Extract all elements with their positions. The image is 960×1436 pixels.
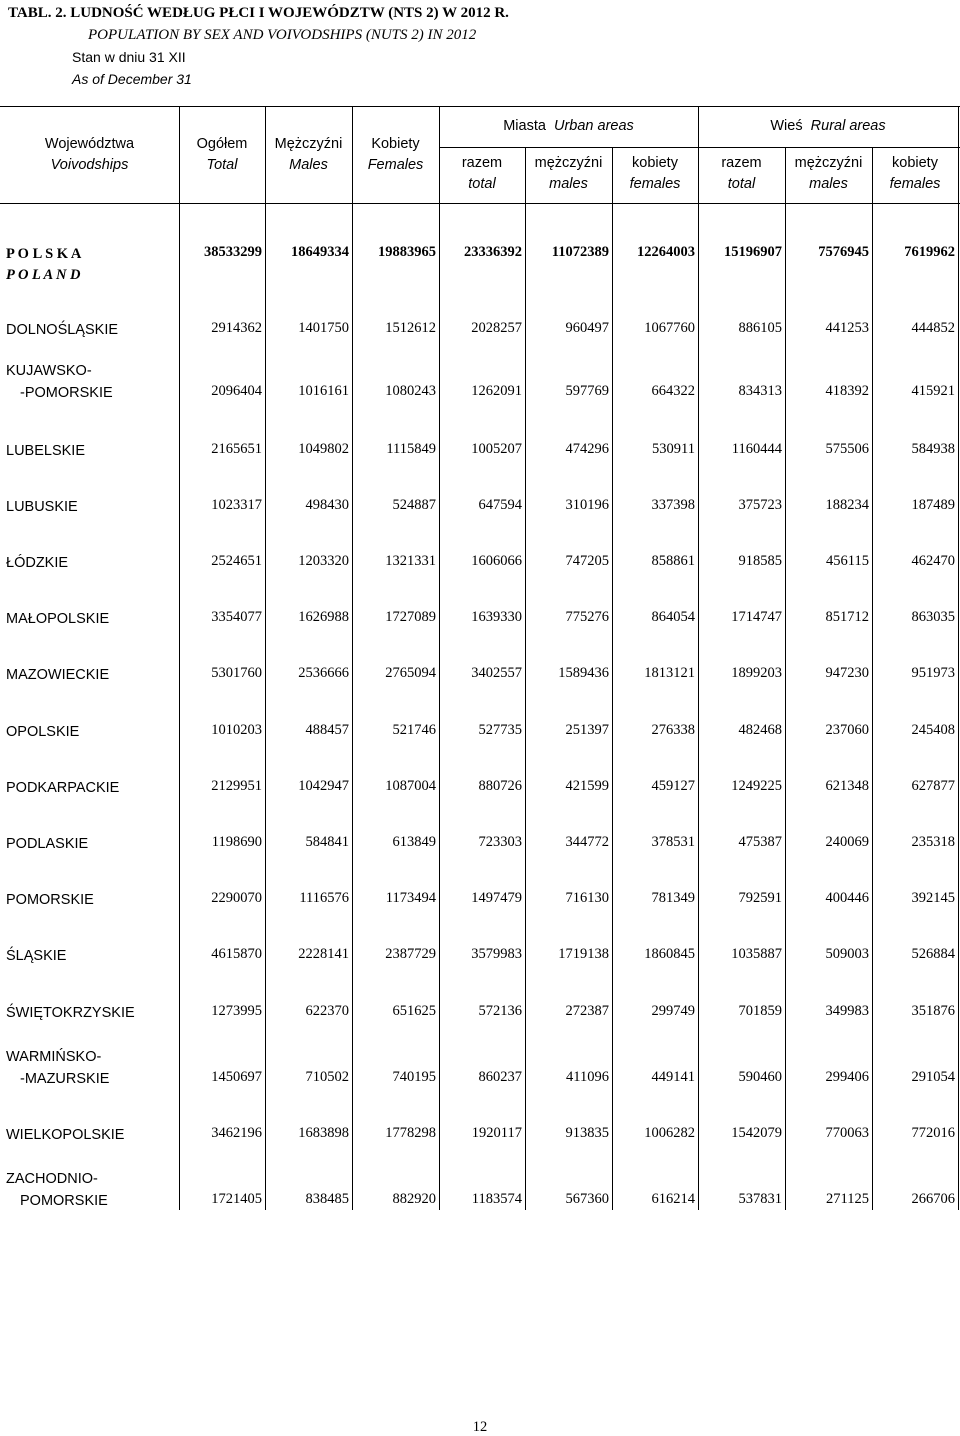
row-name-poland xyxy=(6,244,81,286)
header-urban-en: Urban areas xyxy=(553,118,634,134)
row-name-line1: PODKARPACKIE xyxy=(6,780,120,796)
cell-males: 18649334 xyxy=(291,244,349,260)
header-sub-males-en: males xyxy=(809,176,848,192)
cell-rural-males: 240069 xyxy=(825,834,869,850)
cell-rural-males: 188234 xyxy=(825,497,869,513)
cell-urban-females: 1067760 xyxy=(644,320,695,336)
cell-rural-females: 415921 xyxy=(911,383,955,399)
cell-urban-males: 474296 xyxy=(565,441,609,457)
cell-females: 1080243 xyxy=(385,383,436,399)
header-sub-total-pl: razem xyxy=(461,155,503,171)
cell-rural-total: 918585 xyxy=(738,553,782,569)
cell-urban-females: 664322 xyxy=(651,383,695,399)
cell-urban-females: 1006282 xyxy=(644,1125,695,1141)
cell-urban-males: 272387 xyxy=(565,1003,609,1019)
cell-urban-males: 344772 xyxy=(565,834,609,850)
cell-urban-males: 567360 xyxy=(565,1191,609,1207)
row-name xyxy=(6,361,113,404)
cell-total: 2129951 xyxy=(211,778,262,794)
cell-urban-females: 12264003 xyxy=(637,244,695,260)
header-females-pl: Kobiety xyxy=(371,136,420,152)
cell-females: 19883965 xyxy=(378,244,436,260)
cell-urban-males: 960497 xyxy=(565,320,609,336)
cell-rural-females: 951973 xyxy=(911,665,955,681)
row-name-line1: ŚLĄSKIE xyxy=(6,948,67,964)
cell-rural-females: 291054 xyxy=(911,1069,955,1085)
row-name-poland-pl: P O L S K A xyxy=(6,246,82,262)
row-name-line1: PODLASKIE xyxy=(6,836,89,852)
cell-rural-males: 271125 xyxy=(826,1191,869,1207)
cell-urban-total: 860237 xyxy=(478,1069,522,1085)
body-col-divider xyxy=(352,203,353,1210)
header-bottom-rule xyxy=(0,203,960,204)
cell-rural-total: 1542079 xyxy=(731,1125,782,1141)
body-col-divider xyxy=(872,203,873,1210)
cell-rural-total: 792591 xyxy=(738,890,782,906)
cell-rural-males: 509003 xyxy=(825,946,869,962)
cell-urban-males: 716130 xyxy=(565,890,609,906)
page-number: 12 xyxy=(472,1419,488,1435)
header-rural-pl: Wieś xyxy=(770,118,803,134)
row-name-line1: MAŁOPOLSKIE xyxy=(6,611,110,627)
cell-urban-females: 1813121 xyxy=(644,665,695,681)
cell-males: 584841 xyxy=(305,834,349,850)
cell-rural-total: 886105 xyxy=(738,320,782,336)
cell-females: 2765094 xyxy=(385,665,436,681)
cell-males: 1042947 xyxy=(298,778,349,794)
cell-males: 1683898 xyxy=(298,1125,349,1141)
header-rural-females xyxy=(872,153,958,195)
cell-females: 651625 xyxy=(392,1003,436,1019)
header-sub-females-en: females xyxy=(889,176,941,192)
cell-females: 1321331 xyxy=(385,553,436,569)
cell-urban-total: 2028257 xyxy=(471,320,522,336)
row-name xyxy=(6,441,85,462)
header-urban-areas xyxy=(439,116,698,137)
header-urban-pl: Miasta xyxy=(503,118,546,134)
table-title-en: POPULATION BY SEX AND VOIVODSHIPS (NUTS 2) IN 2012 xyxy=(88,27,477,43)
cell-urban-females: 378531 xyxy=(651,834,695,850)
cell-urban-females: 459127 xyxy=(651,778,695,794)
cell-females: 2387729 xyxy=(385,946,436,962)
body-col-divider xyxy=(525,203,526,1210)
cell-total: 2290070 xyxy=(211,890,262,906)
body-col-divider xyxy=(698,203,699,1210)
cell-rural-females: 444852 xyxy=(911,320,955,336)
cell-males: 1203320 xyxy=(298,553,349,569)
cell-rural-total: 537831 xyxy=(738,1191,782,1207)
header-sub-females-pl: kobiety xyxy=(892,155,938,171)
cell-rural-total: 1899203 xyxy=(731,665,782,681)
header-sub-total-en: total xyxy=(468,176,496,192)
cell-urban-males: 310196 xyxy=(565,497,609,513)
cell-urban-males: 913835 xyxy=(565,1125,609,1141)
header-total xyxy=(179,134,265,176)
header-top-rule xyxy=(0,106,960,107)
cell-males: 1016161 xyxy=(298,383,349,399)
header-urban-males xyxy=(525,153,612,195)
header-sub-males-pl: mężczyźni xyxy=(794,155,863,171)
cell-urban-females: 276338 xyxy=(651,722,695,738)
row-name-line1: LUBELSKIE xyxy=(6,443,85,459)
cell-total: 2096404 xyxy=(211,383,262,399)
row-name xyxy=(6,665,109,686)
cell-rural-females: 462470 xyxy=(911,553,955,569)
header-females-en: Females xyxy=(367,157,424,173)
cell-males: 488457 xyxy=(305,722,349,738)
cell-urban-females: 864054 xyxy=(651,609,695,625)
cell-urban-total: 1639330 xyxy=(471,609,522,625)
cell-urban-females: 781349 xyxy=(651,890,695,906)
cell-rural-females: 627877 xyxy=(911,778,955,794)
header-rural-en: Rural areas xyxy=(810,118,886,134)
cell-urban-females: 1860845 xyxy=(644,946,695,962)
cell-urban-total: 3402557 xyxy=(471,665,522,681)
cell-rural-total: 475387 xyxy=(738,834,782,850)
row-name-line1: OPOLSKIE xyxy=(6,724,80,740)
row-name xyxy=(6,834,88,855)
body-col-divider xyxy=(439,203,440,1210)
header-voivodships xyxy=(0,134,179,176)
cell-rural-total: 482468 xyxy=(738,722,782,738)
row-name-line1: ZACHODNIO- xyxy=(6,1171,98,1187)
cell-urban-total: 527735 xyxy=(478,722,522,738)
cell-urban-males: 1719138 xyxy=(558,946,609,962)
cell-urban-males: 421599 xyxy=(565,778,609,794)
cell-urban-total: 1606066 xyxy=(471,553,522,569)
cell-total: 3462196 xyxy=(211,1125,262,1141)
cell-rural-females: 7619962 xyxy=(904,244,955,260)
row-name-line1: DOLNOŚLĄSKIE xyxy=(6,322,119,338)
cell-urban-total: 880726 xyxy=(478,778,522,794)
cell-males: 622370 xyxy=(305,1003,349,1019)
cell-males: 1626988 xyxy=(298,609,349,625)
body-col-divider xyxy=(612,203,613,1210)
cell-males: 2536666 xyxy=(298,665,349,681)
row-name-line1: KUJAWSKO- xyxy=(6,363,92,379)
cell-rural-total: 1035887 xyxy=(731,946,782,962)
cell-females: 1115849 xyxy=(386,441,436,457)
cell-urban-total: 1005207 xyxy=(471,441,522,457)
header-rural-areas xyxy=(698,116,958,137)
cell-urban-total: 1183574 xyxy=(471,1191,522,1207)
row-name-line2: POMORSKIE xyxy=(20,1193,108,1209)
header-voivodships-en: Voivodships xyxy=(50,157,129,173)
cell-rural-males: 418392 xyxy=(825,383,869,399)
header-urban-females xyxy=(612,153,698,195)
cell-rural-females: 772016 xyxy=(911,1125,955,1141)
state-date-en: As of December 31 xyxy=(72,71,192,87)
cell-rural-total: 1249225 xyxy=(731,778,782,794)
cell-total: 2524651 xyxy=(211,553,262,569)
cell-total: 1450697 xyxy=(211,1069,262,1085)
cell-total: 2914362 xyxy=(211,320,262,336)
cell-urban-males: 411096 xyxy=(566,1069,609,1085)
row-name-poland-en: P O L A N D xyxy=(6,267,81,283)
cell-urban-males: 11072389 xyxy=(551,244,609,260)
cell-urban-females: 337398 xyxy=(651,497,695,513)
header-urban-total xyxy=(439,153,525,195)
cell-males: 838485 xyxy=(305,1191,349,1207)
cell-rural-males: 7576945 xyxy=(818,244,869,260)
row-name-line1: POMORSKIE xyxy=(6,892,94,908)
cell-urban-males: 1589436 xyxy=(558,665,609,681)
cell-rural-males: 441253 xyxy=(825,320,869,336)
cell-rural-males: 575506 xyxy=(825,441,869,457)
body-col-divider xyxy=(785,203,786,1210)
body-col-divider xyxy=(179,203,180,1210)
row-name-line2: -POMORSKIE xyxy=(20,385,113,401)
urban-rural-sub-rule xyxy=(440,147,960,148)
cell-rural-females: 235318 xyxy=(911,834,955,850)
header-col-divider xyxy=(958,106,959,203)
header-males-pl: Mężczyźni xyxy=(274,136,343,152)
cell-rural-males: 299406 xyxy=(825,1069,869,1085)
state-date-pl: Stan w dniu 31 XII xyxy=(72,49,186,65)
cell-males: 1049802 xyxy=(298,441,349,457)
row-name-line1: WARMIŃSKO- xyxy=(6,1049,102,1065)
cell-rural-males: 400446 xyxy=(825,890,869,906)
cell-females: 1727089 xyxy=(385,609,436,625)
cell-rural-females: 351876 xyxy=(911,1003,955,1019)
cell-total: 2165651 xyxy=(211,441,262,457)
body-col-divider xyxy=(265,203,266,1210)
cell-urban-females: 299749 xyxy=(651,1003,695,1019)
header-sub-total-pl: razem xyxy=(721,155,762,171)
row-name-line1: WIELKOPOLSKIE xyxy=(6,1127,125,1143)
row-name xyxy=(6,722,79,743)
cell-rural-total: 15196907 xyxy=(724,244,782,260)
cell-urban-females: 616214 xyxy=(651,1191,695,1207)
row-name-line1: LUBUSKIE xyxy=(6,499,78,515)
cell-urban-total: 572136 xyxy=(478,1003,522,1019)
cell-females: 1087004 xyxy=(385,778,436,794)
row-name-line1: ŚWIĘTOKRZYSKIE xyxy=(6,1005,135,1021)
cell-rural-females: 266706 xyxy=(911,1191,955,1207)
cell-rural-females: 863035 xyxy=(911,609,955,625)
cell-urban-females: 530911 xyxy=(652,441,695,457)
cell-females: 1778298 xyxy=(385,1125,436,1141)
cell-rural-males: 621348 xyxy=(825,778,869,794)
cell-males: 2228141 xyxy=(298,946,349,962)
cell-rural-females: 526884 xyxy=(911,946,955,962)
cell-rural-males: 237060 xyxy=(825,722,869,738)
cell-urban-total: 1262091 xyxy=(471,383,522,399)
cell-rural-females: 187489 xyxy=(911,497,955,513)
cell-urban-females: 449141 xyxy=(651,1069,695,1085)
header-rural-males xyxy=(785,153,872,195)
header-voivodships-pl: Województwa xyxy=(44,136,135,152)
header-sub-females-pl: kobiety xyxy=(632,155,678,171)
row-name xyxy=(6,320,118,341)
cell-females: 1173494 xyxy=(385,890,436,906)
cell-females: 613849 xyxy=(392,834,436,850)
row-name xyxy=(6,890,94,911)
cell-males: 710502 xyxy=(305,1069,349,1085)
cell-rural-total: 701859 xyxy=(738,1003,782,1019)
header-sub-females-en: females xyxy=(629,176,681,192)
cell-total: 1023317 xyxy=(211,497,262,513)
row-name xyxy=(6,1003,135,1024)
cell-urban-males: 597769 xyxy=(565,383,609,399)
cell-total: 1273995 xyxy=(211,1003,262,1019)
cell-urban-males: 251397 xyxy=(565,722,609,738)
cell-rural-males: 349983 xyxy=(825,1003,869,1019)
cell-urban-total: 723303 xyxy=(478,834,522,850)
cell-total: 5301760 xyxy=(211,665,262,681)
cell-total: 38533299 xyxy=(204,244,262,260)
row-name xyxy=(6,1125,124,1146)
cell-urban-total: 23336392 xyxy=(464,244,522,260)
row-name xyxy=(6,497,78,518)
cell-rural-males: 851712 xyxy=(825,609,869,625)
header-sub-males-en: males xyxy=(549,176,588,192)
cell-females: 740195 xyxy=(392,1069,436,1085)
cell-females: 521746 xyxy=(392,722,436,738)
cell-rural-total: 834313 xyxy=(738,383,782,399)
cell-females: 1512612 xyxy=(385,320,436,336)
cell-rural-males: 947230 xyxy=(825,665,869,681)
cell-rural-females: 584938 xyxy=(911,441,955,457)
cell-urban-males: 747205 xyxy=(565,553,609,569)
cell-rural-total: 1714747 xyxy=(731,609,782,625)
cell-rural-total: 1160444 xyxy=(731,441,782,457)
cell-total: 4615870 xyxy=(211,946,262,962)
header-females xyxy=(352,134,439,176)
header-rural-total xyxy=(698,153,785,195)
header-total-pl: Ogółem xyxy=(196,136,248,152)
row-name xyxy=(6,609,109,630)
cell-females: 882920 xyxy=(392,1191,436,1207)
cell-urban-total: 1497479 xyxy=(471,890,522,906)
cell-females: 524887 xyxy=(392,497,436,513)
cell-total: 1010203 xyxy=(211,722,262,738)
row-name xyxy=(6,778,119,799)
header-sub-total-en: total xyxy=(727,176,756,192)
cell-rural-females: 392145 xyxy=(911,890,955,906)
cell-rural-females: 245408 xyxy=(911,722,955,738)
cell-rural-total: 590460 xyxy=(738,1069,782,1085)
cell-males: 498430 xyxy=(305,497,349,513)
cell-total: 1721405 xyxy=(211,1191,262,1207)
cell-rural-males: 770063 xyxy=(825,1125,869,1141)
row-name-line1: MAZOWIECKIE xyxy=(6,667,110,683)
cell-males: 1401750 xyxy=(298,320,349,336)
table-title-pl: TABL. 2. LUDNOŚĆ WEDŁUG PŁCI I WOJEWÓDZTW (NTS 2) W 2012 R. xyxy=(8,5,509,21)
header-sub-males-pl: mężczyźni xyxy=(534,155,603,171)
cell-total: 1198690 xyxy=(211,834,262,850)
body-col-divider xyxy=(958,203,959,1210)
row-name xyxy=(6,1169,108,1212)
cell-rural-males: 456115 xyxy=(826,553,869,569)
table-title-block xyxy=(8,2,509,90)
cell-urban-males: 775276 xyxy=(565,609,609,625)
row-name xyxy=(6,553,68,574)
cell-urban-total: 1920117 xyxy=(471,1125,522,1141)
cell-urban-total: 647594 xyxy=(478,497,522,513)
header-males-en: Males xyxy=(289,157,328,173)
row-name xyxy=(6,946,66,967)
cell-urban-total: 3579983 xyxy=(471,946,522,962)
row-name-line1: ŁÓDZKIE xyxy=(6,555,69,571)
header-total-en: Total xyxy=(206,157,238,173)
cell-urban-females: 858861 xyxy=(651,553,695,569)
header-males xyxy=(265,134,352,176)
row-name xyxy=(6,1047,109,1090)
cell-males: 1116576 xyxy=(299,890,349,906)
row-name-line2: -MAZURSKIE xyxy=(20,1071,110,1087)
cell-total: 3354077 xyxy=(211,609,262,625)
cell-rural-total: 375723 xyxy=(738,497,782,513)
